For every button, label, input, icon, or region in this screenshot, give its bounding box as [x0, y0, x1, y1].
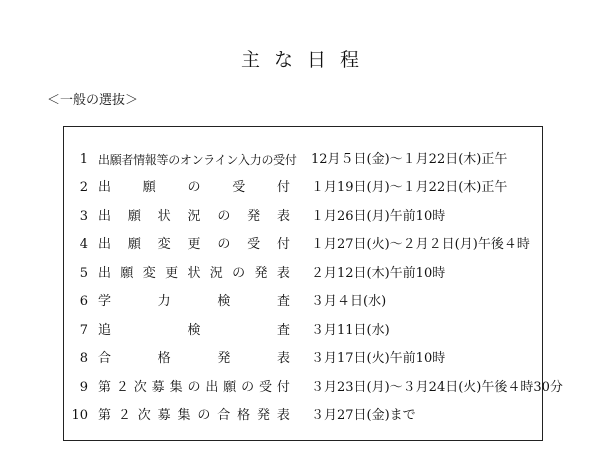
- row-item: 合 格 発 表: [98, 351, 290, 366]
- row-item: 第 ２ 次 募 集 の 合 格 発 表: [98, 408, 290, 423]
- row-date: ３月27日(金)まで: [311, 408, 416, 423]
- section-label: ＜一般の選抜＞: [47, 93, 139, 108]
- row-date: 12月５日(金)～１月22日(木)正午: [311, 152, 508, 167]
- row-date: １月19日(月)～１月22日(木)正午: [311, 180, 508, 195]
- row-date: １月26日(月)午前10時: [311, 209, 446, 224]
- row-number: 3: [79, 209, 88, 224]
- row-date: ３月４日(水): [311, 294, 387, 309]
- row-number: 10: [71, 408, 88, 423]
- row-item: 出 願 変 更 の 受 付: [98, 237, 290, 252]
- row-item: 追 検 査: [98, 323, 290, 338]
- row-item: 第 ２ 次 募 集 の 出 願 の 受 付: [98, 380, 290, 395]
- row-date: ３月23日(月)～３月24日(火)午後４時30分: [311, 380, 563, 395]
- row-number: 6: [79, 294, 88, 309]
- schedule-row: [64, 263, 542, 285]
- schedule-row: [64, 405, 542, 427]
- schedule-table: [63, 126, 563, 441]
- row-item: 出 願 変 更 状 況 の 発 表: [98, 266, 290, 281]
- row-number: 1: [79, 152, 88, 167]
- row-item: 出 願 状 況 の 発 表: [98, 209, 290, 224]
- schedule-row: [64, 177, 542, 199]
- row-item: 出 願 の 受 付: [98, 180, 290, 195]
- row-number: 4: [79, 237, 88, 252]
- row-date: ３月11日(水): [311, 323, 390, 338]
- row-date: ２月12日(木)午前10時: [311, 266, 446, 281]
- row-number: 7: [79, 323, 88, 338]
- schedule-row: [64, 320, 542, 342]
- row-number: 8: [79, 351, 88, 366]
- row-number: 9: [79, 380, 88, 395]
- row-item: 出願者情報等のオンライン入力の受付: [98, 153, 297, 167]
- schedule-row: [64, 377, 563, 399]
- row-item: 学 力 検 査: [98, 294, 290, 309]
- row-number: 2: [79, 180, 88, 195]
- schedule-row: [64, 348, 542, 370]
- row-date: １月27日(火)～２月２日(月)午後４時: [311, 237, 530, 252]
- row-date: ３月17日(火)午前10時: [311, 351, 446, 366]
- schedule-row: [64, 149, 542, 171]
- page-title: 主な日程: [240, 49, 373, 71]
- schedule-row: [64, 206, 542, 228]
- schedule-row: [64, 291, 542, 313]
- row-number: 5: [79, 266, 88, 281]
- schedule-row: [64, 234, 542, 256]
